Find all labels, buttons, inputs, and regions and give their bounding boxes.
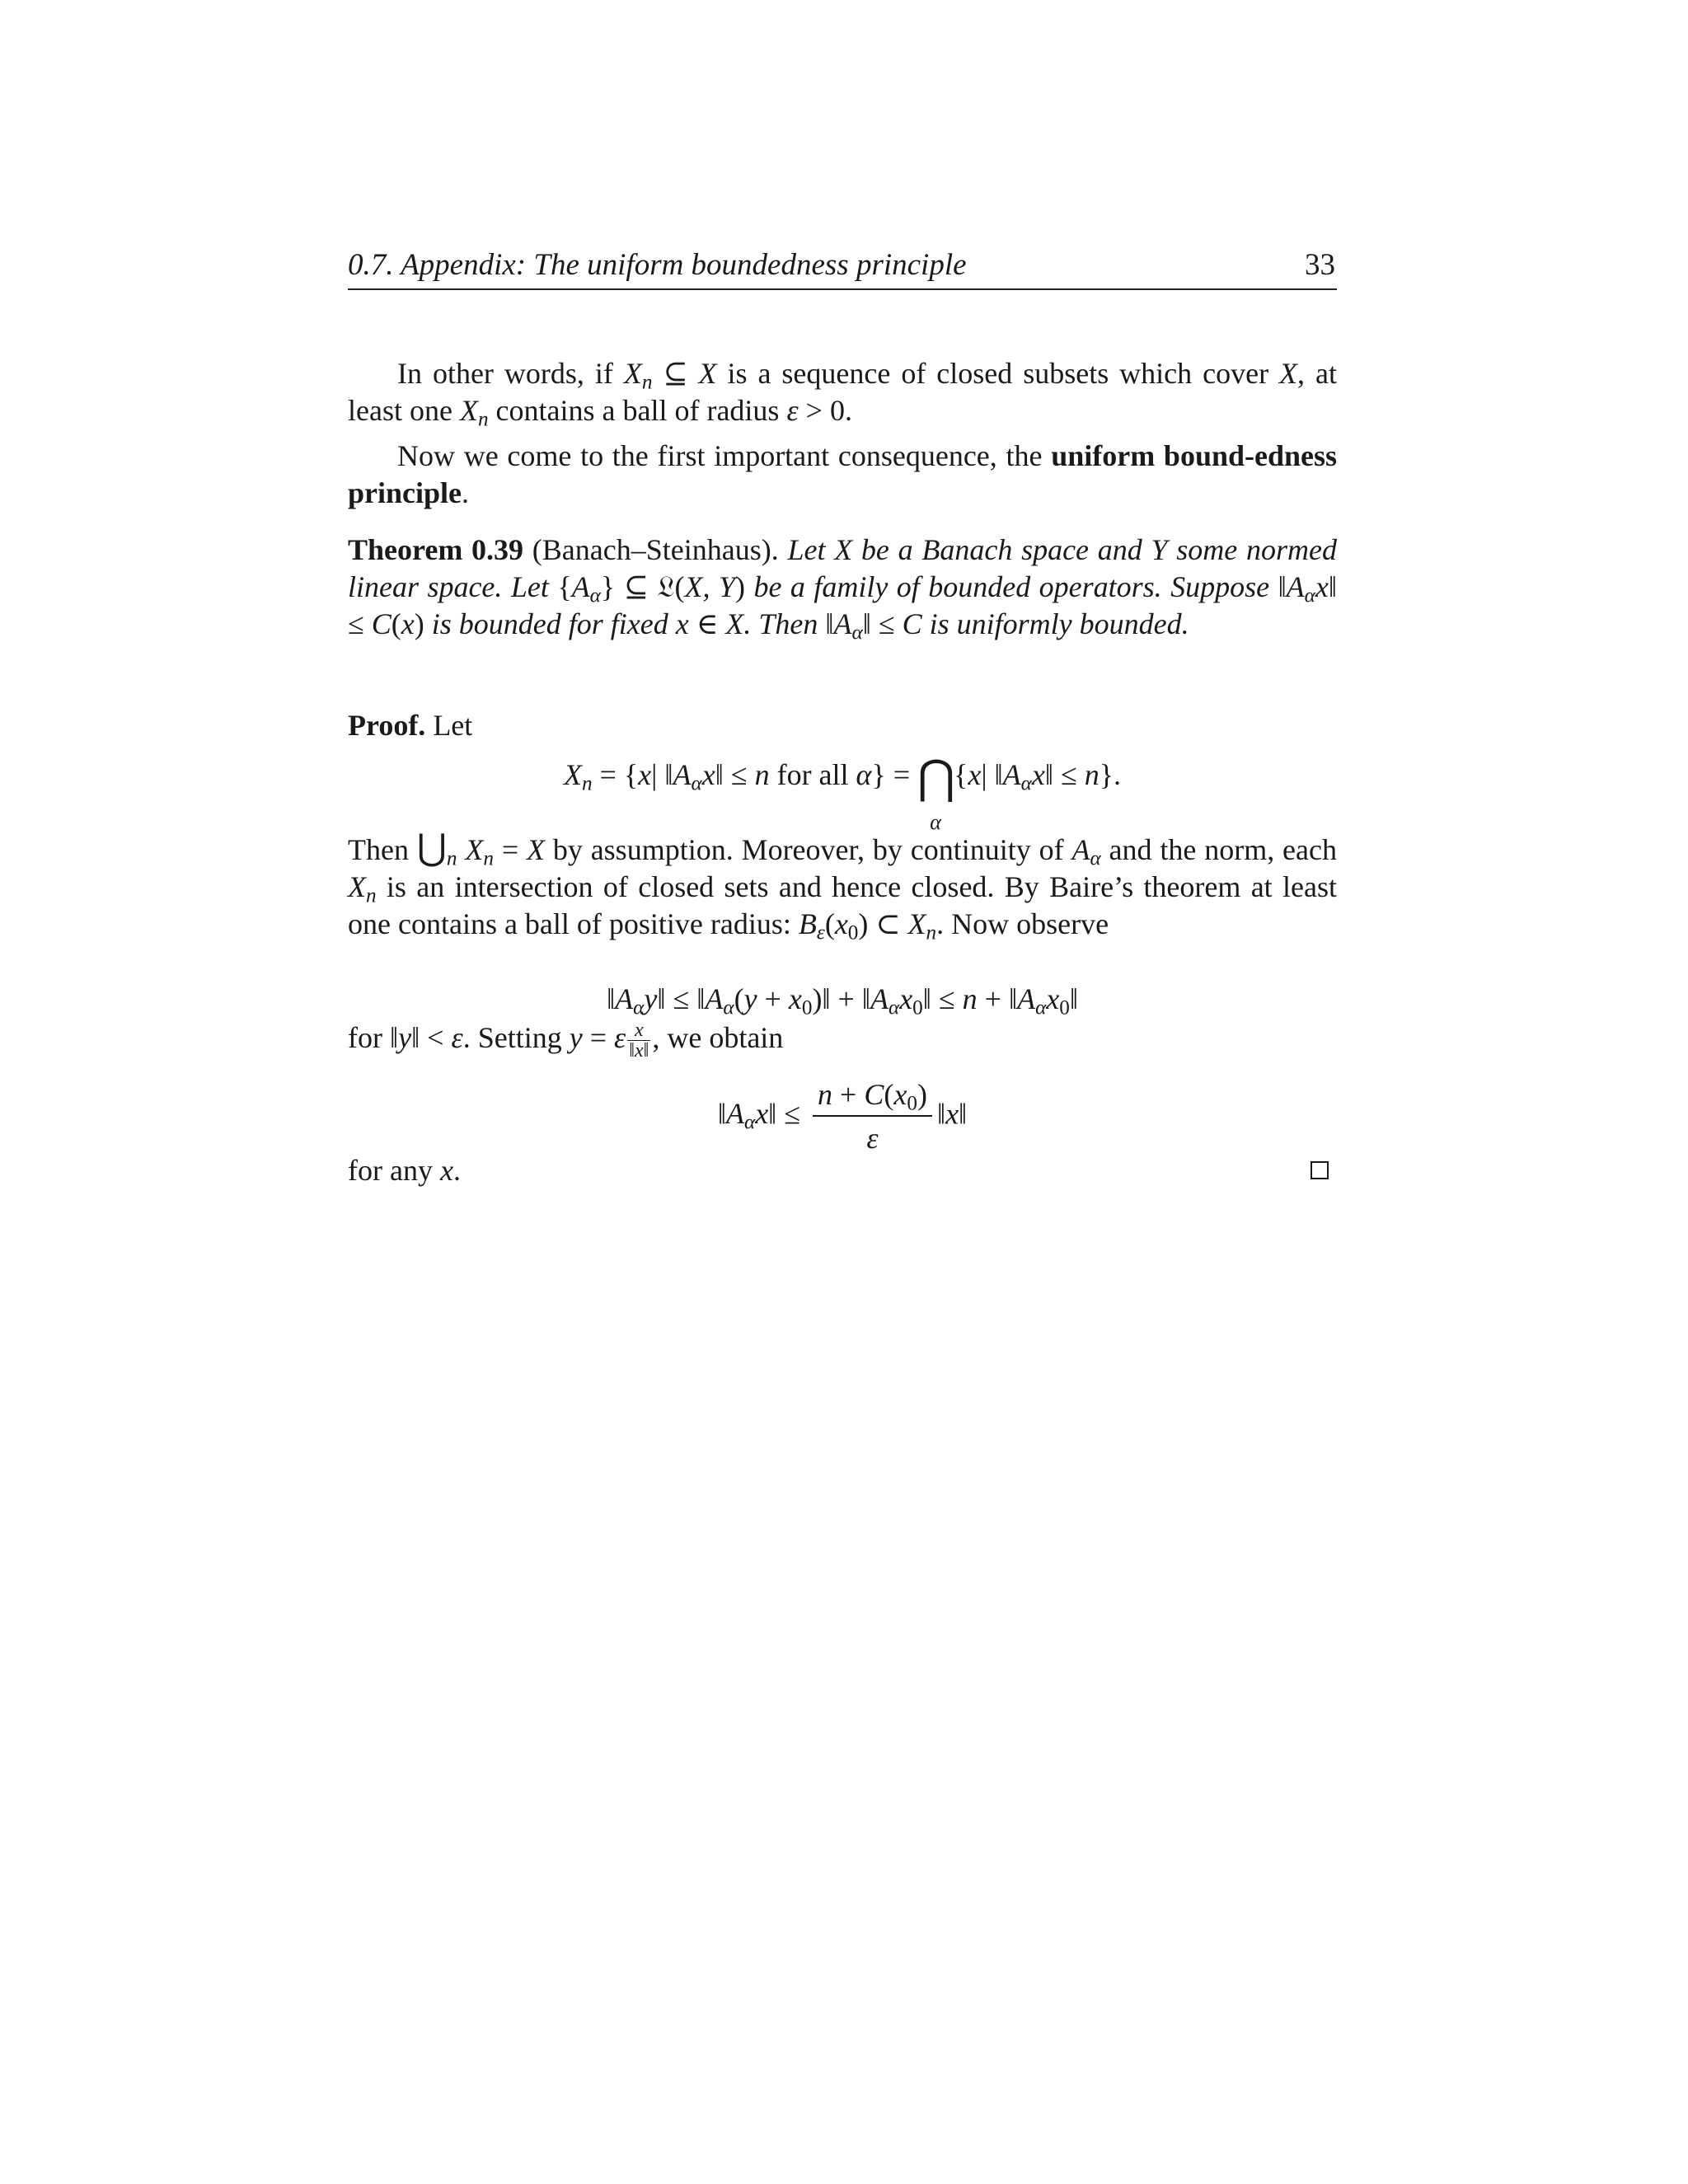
- qed-symbol: [1311, 1161, 1329, 1179]
- theorem-attribution: (Banach–Steinhaus).: [532, 533, 779, 566]
- intersection-operator: ⋂ α: [917, 752, 955, 834]
- proof-we-obtain: , we obtain: [652, 1021, 784, 1054]
- theorem-text-7: is uniformly bounded.: [921, 607, 1189, 640]
- para1-text-c: , at least one: [348, 357, 1337, 427]
- proof-now-observe: . Now observe: [936, 907, 1109, 940]
- paragraph-setting: for ‖y‖ < ε. Setting y = ε $\frac{x}{‖x‖}$ , we obtain: [348, 1019, 784, 1062]
- theorem-text-6: . Then: [743, 607, 826, 640]
- theorem-text-2: be a Banach space and: [852, 533, 1151, 566]
- para1-text-a: In other words, if: [397, 357, 624, 390]
- proof-setting: . Setting: [462, 1021, 570, 1054]
- section-title: 0.7. Appendix: The uniform boundedness principle: [348, 248, 967, 282]
- proof-intersection: is an intersection of closed sets and hence closed. By Baire’s theorem at least one contains a ball of positive radius:: [348, 870, 1337, 940]
- para1-text-b: is a sequence of closed subsets which cover: [716, 357, 1269, 390]
- theorem-text-4: be a family of bounded operators. Suppose: [745, 570, 1278, 603]
- para2-period: .: [462, 476, 470, 509]
- theorem-text-1: Let: [787, 533, 835, 566]
- theorem-text-5: is bounded for fixed: [424, 607, 676, 640]
- fraction-x-over-norm-x: $\frac{x}{‖x‖}$: [629, 1019, 649, 1062]
- theorem-0-39: Theorem 0.39 (Banach–Steinhaus). Let X be a Banach space and Y some normed linear space. Let $\{A_\alpha\}$ ⊆ 𝔏(X, Y) be a family of bounded operators. Suppose $‖A_\alpha x‖ \le C(x)$ is bounded for fixed x ∈ X. Then $‖A_\alpha‖ \le C$ is uniformly bounded.: [348, 533, 1337, 644]
- equation-norm-bound: $‖A_\alpha y‖$ ≤ $‖A_\alpha(y$ + $x_0)‖$ + $‖A_\alpha x_0‖ \le n$ + $‖A_\alpha x_0‖$: [607, 982, 1078, 1019]
- proof-for-any: for any: [348, 1154, 440, 1187]
- paragraph-baire-restatement: In other words, if $X_n$ ⊆ X is a sequence of closed subsets which cover X, at least one $X_n$ contains a ball of radius ε > 0.: [348, 357, 1337, 431]
- proof-label: Proof.: [348, 709, 426, 742]
- proof-and-the: and the norm, each: [1100, 833, 1337, 866]
- paragraph-proof-body: Then $⋃_n$ $X_n = X$ by assumption. Moreover, by continuity of $A_\alpha$ and the norm, each $X_n$ is an intersection of closed sets and hence closed. By Baire’s theorem at least one contains a ball of positive radius: $B_\varepsilon(x_0)$ ⊂ $X_n$. Now observe: [348, 827, 1337, 944]
- theorem-label: Theorem 0.39: [348, 533, 524, 566]
- for-all-text: for all: [776, 758, 849, 791]
- term-uniform-boundedness: uniform bound-edness principle: [348, 439, 1338, 509]
- fraction-n-plus-C-over-epsilon: $\frac{n + C(x_0)}{\varepsilon}$: [813, 1076, 932, 1157]
- equation-final-bound: $‖A_\alpha x‖$ ≤ $\frac{n + C(x_0)}{\varepsilon}$ ‖x‖: [348, 1076, 1337, 1157]
- para1-text-d: contains a ball of radius: [488, 394, 787, 427]
- running-head: [348, 247, 1337, 290]
- proof-by-assumption: by assumption. Moreover, by continuity of: [544, 833, 1072, 866]
- paragraph-consequence: [348, 438, 1337, 512]
- equation-Xn-definition: $X_n = \{x|$ $‖A_\alpha x‖ \le n$ for all α} = ⋂ α {x| $‖A_\alpha x‖ \le n$}.: [563, 752, 1122, 834]
- paragraph-for-any-x: for any x.: [348, 1154, 461, 1187]
- proof-start: [348, 707, 1337, 744]
- para2-text-a: Now we come to the first important consequence, the: [397, 439, 1052, 472]
- page-number: 33: [1305, 248, 1335, 282]
- proof-let: Let: [433, 709, 473, 742]
- proof-for: for: [348, 1021, 390, 1054]
- proof-then: Then: [348, 833, 417, 866]
- theorem-text-3: some normed linear space. Let: [348, 533, 1337, 603]
